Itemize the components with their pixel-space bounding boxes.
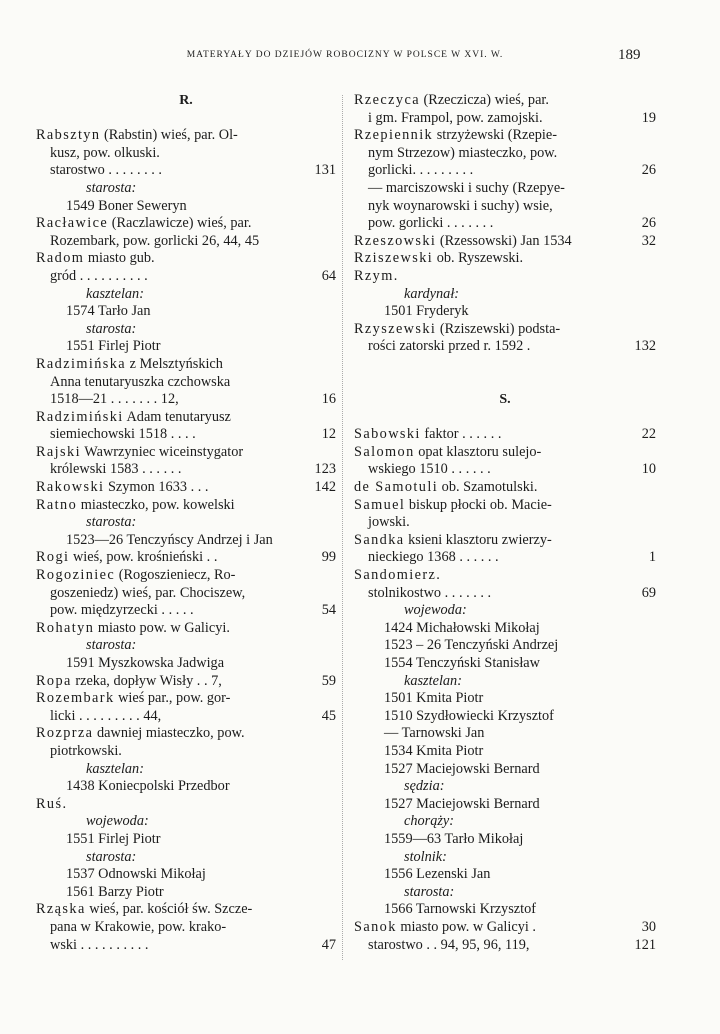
entry-text: — marciszowski i suchy (Rzepye- <box>368 179 565 196</box>
entry-keyword: Rozprza <box>36 725 94 742</box>
index-line <box>354 514 656 532</box>
entry-text: kasztelan: <box>86 285 144 302</box>
index-line <box>354 866 656 884</box>
office-label <box>354 884 656 902</box>
index-line <box>354 655 656 673</box>
running-header: MATERYAŁY DO DZIEJÓW ROBOCIZNY W POLSCE W XVI. W. <box>186 50 504 60</box>
entry-text: 1556 Lezenski Jan <box>384 866 491 883</box>
left-column <box>36 92 336 954</box>
entry-text: pana w Krakowie, pow. krako- <box>50 918 227 935</box>
page-reference: 99 <box>321 549 336 566</box>
index-entry <box>354 479 656 497</box>
entry-text: (Rzessowski) Jan 1534 <box>436 232 572 249</box>
entry-text: stolnikostwo . . . . . . . <box>368 584 492 601</box>
entry-keyword: Ratno <box>36 496 78 513</box>
office-label <box>36 286 336 304</box>
right-column <box>354 92 656 954</box>
entry-text: faktor . . . . . . <box>420 426 502 443</box>
spacer <box>36 110 336 128</box>
entry-text: 1438 Koniecpolski Przedbor <box>66 778 230 795</box>
entry-keyword: Ruś <box>36 795 63 812</box>
entry-keyword: Rabsztyn <box>36 127 101 144</box>
index-entry <box>36 215 336 233</box>
entry-text: 1551 Firlej Piotr <box>66 338 161 355</box>
office-label <box>36 514 336 532</box>
index-line <box>354 637 656 655</box>
entry-text: Szymon 1633 . . . <box>104 479 209 496</box>
index-line <box>36 655 336 673</box>
entry-keyword: Rajski <box>36 443 81 460</box>
entry-keyword: Rohatyn <box>36 619 95 636</box>
page-reference: 1 <box>648 549 656 566</box>
index-entry <box>354 127 656 145</box>
entry-text: . <box>393 267 398 284</box>
index-line <box>36 198 336 216</box>
index-line <box>354 215 656 233</box>
index-line <box>354 110 656 128</box>
entry-text: (Rabstin) wieś, par. Ol- <box>100 127 238 144</box>
entry-keyword: Radzimińska <box>36 355 127 372</box>
index-entry <box>36 250 336 268</box>
entry-text: miasto pow. w Galicyi. <box>94 619 230 636</box>
index-line <box>36 778 336 796</box>
page-reference: 12 <box>321 426 336 443</box>
page-reference: 142 <box>314 479 336 496</box>
entry-text: starostwo . . 94, 95, 96, 119, <box>368 936 530 953</box>
entry-text: starosta: <box>404 883 455 900</box>
index-line <box>354 162 656 180</box>
entry-text: pow. gorlicki . . . . . . . <box>368 215 494 232</box>
entry-text: . <box>436 567 440 584</box>
entry-keyword: Sanok <box>354 918 397 935</box>
entry-text: 1523 – 26 Tenczyński Andrzej <box>384 637 559 654</box>
entry-keyword: Racławice <box>36 215 109 232</box>
entry-text: piotrkowski. <box>50 742 122 759</box>
entry-text: opat klasztoru sulejo- <box>414 443 542 460</box>
index-line <box>354 620 656 638</box>
index-entry <box>354 567 656 585</box>
index-entry <box>36 444 336 462</box>
page-reference: 26 <box>641 215 656 232</box>
index-line <box>36 831 336 849</box>
entry-text: królewski 1583 . . . . . . <box>50 461 182 478</box>
entry-keyword: Rzyszewski <box>354 320 437 337</box>
index-line <box>36 585 336 603</box>
entry-keyword: Samuel <box>354 496 406 513</box>
index-entry <box>354 532 656 550</box>
spacer <box>354 409 656 427</box>
entry-text: nym Strzezow) miasteczko, pow. <box>368 144 558 161</box>
entry-keyword: Rząska <box>36 901 86 918</box>
entry-keyword: Sabowski <box>354 426 421 443</box>
entry-text: biskup płocki ob. Macie- <box>405 496 552 513</box>
index-entry <box>36 549 336 567</box>
index-line <box>36 338 336 356</box>
entry-text: Adam tenutaryusz <box>123 408 231 425</box>
entry-keyword: Rzeszowski <box>354 232 437 249</box>
entry-text: 1566 Tarnowski Krzysztof <box>384 901 537 918</box>
entry-text: ksieni klasztoru zwierzy- <box>404 531 552 548</box>
entry-text: starosta: <box>86 514 137 531</box>
office-label <box>354 286 656 304</box>
entry-text: 1554 Tenczyński Stanisław <box>384 655 540 671</box>
index-line <box>354 761 656 779</box>
office-label <box>36 180 336 198</box>
index-entry <box>36 356 336 374</box>
index-entry <box>354 233 656 251</box>
entry-text: goszeniedz) wieś, par. Chociszew, <box>50 584 246 601</box>
entry-text: pow. międzyrzecki . . . . . <box>50 602 194 619</box>
entry-text: miasto gub. <box>84 250 155 267</box>
entry-keyword: Rzym <box>354 267 394 284</box>
entry-text: wieś, pow. krośnieński . . <box>69 549 218 566</box>
page-reference: 30 <box>641 918 656 935</box>
page-reference: 19 <box>641 109 656 126</box>
index-line <box>354 549 656 567</box>
entry-text: i gm. Frampol, pow. zamojski. <box>368 109 543 126</box>
index-entry <box>354 497 656 515</box>
index-line <box>354 585 656 603</box>
index-entry <box>354 268 656 286</box>
index-entry <box>354 919 656 937</box>
spacer <box>354 356 656 374</box>
index-entry <box>36 479 336 497</box>
entry-text: (Raczlawicze) wieś, par. <box>108 215 252 232</box>
index-line <box>36 708 336 726</box>
page-reference: 26 <box>641 162 656 179</box>
index-line <box>354 708 656 726</box>
entry-keyword: Radzimiński <box>36 408 124 425</box>
page-reference: 132 <box>634 338 656 355</box>
page-reference: 59 <box>321 672 336 689</box>
entry-keyword: Rzeczyca <box>354 92 420 108</box>
index-entry <box>36 796 336 814</box>
entry-text: 1527 Maciejowski Bernard <box>384 760 540 777</box>
index-line <box>36 391 336 409</box>
office-label <box>36 761 336 779</box>
office-label <box>36 849 336 867</box>
entry-text: nieckiego 1368 . . . . . . <box>368 549 499 566</box>
office-label <box>36 321 336 339</box>
index-line <box>354 725 656 743</box>
index-entry <box>354 426 656 444</box>
entry-text: miasteczko, pow. kowelski <box>77 496 235 513</box>
page-reference: 16 <box>321 391 336 408</box>
entry-text: (Rzeczicza) wieś, par. <box>419 92 549 108</box>
index-line <box>36 532 336 550</box>
index-line <box>354 831 656 849</box>
office-label <box>354 602 656 620</box>
index-line <box>354 198 656 216</box>
index-line <box>354 901 656 919</box>
index-entry <box>36 620 336 638</box>
page-reference: 45 <box>321 707 336 724</box>
entry-keyword: Rziszewski <box>354 250 434 267</box>
section-heading: R. <box>179 93 193 108</box>
entry-text: wieś, par. kościół św. Szcze- <box>85 901 253 918</box>
entry-text: 1537 Odnowski Mikołaj <box>66 866 206 883</box>
entry-keyword: Sandka <box>354 531 405 548</box>
entry-text: 1549 Boner Seweryn <box>66 197 187 214</box>
entry-keyword: Sandomierz <box>354 567 437 584</box>
entry-text: starostwo . . . . . . . . <box>50 162 162 179</box>
entry-text: Anna tenutaryuszka czchowska <box>50 373 231 390</box>
entry-text: wojewoda: <box>404 602 467 619</box>
entry-text: 1510 Szydłowiecki Krzysztof <box>384 707 554 724</box>
entry-text: chorąży: <box>404 813 455 830</box>
index-line <box>36 233 336 251</box>
index-entry <box>36 127 336 145</box>
page-reference: 10 <box>641 461 656 478</box>
index-entry <box>36 725 336 743</box>
entry-keyword: Radom <box>36 250 85 267</box>
index-line <box>354 937 656 955</box>
entry-text: starosta: <box>86 320 137 337</box>
entry-text: 1561 Barzy Piotr <box>66 883 164 900</box>
entry-text: 1559—63 Tarło Mikołaj <box>384 830 524 847</box>
office-label <box>36 813 336 831</box>
index-line <box>36 426 336 444</box>
index-line <box>36 743 336 761</box>
entry-text: stolnik: <box>404 848 447 865</box>
spacer <box>354 374 656 392</box>
page-reference: 22 <box>641 426 656 443</box>
entry-keyword: de Samotuli <box>354 479 439 496</box>
entry-text: jowski. <box>368 514 410 531</box>
index-line <box>36 461 336 479</box>
entry-text: 1527 Maciejowski Bernard <box>384 795 540 812</box>
index-line <box>36 145 336 163</box>
entry-keyword: Rzepiennik <box>354 127 434 144</box>
entry-text: Wawrzyniec wiceinstygator <box>80 443 244 460</box>
index-entry <box>354 250 656 268</box>
index-entry <box>354 92 656 110</box>
entry-text: licki . . . . . . . . . 44, <box>50 707 162 724</box>
index-entry <box>36 567 336 585</box>
entry-text: kasztelan: <box>404 672 462 689</box>
index-line <box>354 796 656 814</box>
index-line <box>354 743 656 761</box>
column-divider <box>342 95 343 960</box>
office-label <box>354 849 656 867</box>
index-line <box>354 145 656 163</box>
entry-text: Rozembark, pow. gorlicki 26, 44, 45 <box>50 232 260 249</box>
office-label <box>354 778 656 796</box>
entry-text: 1501 Fryderyk <box>384 303 469 320</box>
index-line <box>36 303 336 321</box>
page-reference: 123 <box>314 461 336 478</box>
index-entry <box>354 321 656 339</box>
index-line <box>36 374 336 392</box>
entry-text: rości zatorski przed r. 1592 . <box>368 338 531 355</box>
entry-text: strzyżewski (Rzepie- <box>433 127 557 144</box>
page-reference: 32 <box>641 232 656 249</box>
entry-text: gorlicki. . . . . . . . . <box>368 162 474 179</box>
index-line <box>354 338 656 356</box>
entry-keyword: Rakowski <box>36 479 105 496</box>
entry-keyword: Rogoziniec <box>36 567 116 584</box>
entry-text: 1518—21 . . . . . . . 12, <box>50 391 179 408</box>
entry-keyword: Salomon <box>354 443 415 460</box>
entry-text: (Rziszewski) podsta- <box>436 320 561 337</box>
entry-text: 1591 Myszkowska Jadwiga <box>66 655 225 671</box>
index-line <box>36 268 336 286</box>
entry-text: starosta: <box>86 637 137 654</box>
entry-text: z Melsztyńskich <box>126 355 223 372</box>
entry-text: wieś par., pow. gor- <box>114 690 231 707</box>
entry-text: miasto pow. w Galicyi . <box>396 918 536 935</box>
page-reference: 47 <box>321 936 336 953</box>
office-label <box>354 813 656 831</box>
page-number: 189 <box>618 47 641 63</box>
index-line <box>354 180 656 198</box>
entry-text: kasztelan: <box>86 760 144 777</box>
entry-text: rzeka, dopływ Wisły . . 7, <box>71 672 222 689</box>
page-reference: 54 <box>321 602 336 619</box>
entry-keyword: Rozembark <box>36 690 115 707</box>
entry-text: sędzia: <box>404 778 445 795</box>
index-line <box>354 461 656 479</box>
index-line <box>36 162 336 180</box>
entry-text: starosta: <box>86 848 137 865</box>
entry-text: starosta: <box>86 179 137 196</box>
entry-text: ob. Ryszewski. <box>433 250 524 267</box>
entry-text: 1534 Kmita Piotr <box>384 742 484 759</box>
office-label <box>354 673 656 691</box>
entry-text: . <box>62 795 67 812</box>
entry-text: 1523—26 Tenczyńscy Andrzej i Jan <box>66 531 273 548</box>
index-line <box>354 690 656 708</box>
index-entry <box>36 690 336 708</box>
index-entry <box>36 673 336 691</box>
index-line <box>36 937 336 955</box>
entry-text: kardynał: <box>404 285 460 302</box>
page-reference: 64 <box>321 267 336 284</box>
page-reference: 131 <box>314 162 336 179</box>
entry-text: wski . . . . . . . . . . <box>50 936 149 953</box>
entry-text: wskiego 1510 . . . . . . <box>368 461 491 478</box>
entry-text: 1574 Tarło Jan <box>66 303 151 320</box>
section-heading: S. <box>499 392 511 408</box>
entry-text: wojewoda: <box>86 813 149 830</box>
entry-keyword: Ropa <box>36 672 72 689</box>
entry-text: 1551 Firlej Piotr <box>66 830 161 847</box>
entry-text: siemiechowski 1518 . . . . <box>50 426 196 443</box>
index-entry <box>36 409 336 427</box>
entry-text: kusz, pow. olkuski. <box>50 144 160 161</box>
entry-text: — Tarnowski Jan <box>384 725 485 742</box>
entry-text: 1424 Michałowski Mikołaj <box>384 619 540 636</box>
index-line <box>36 866 336 884</box>
entry-text: dawniej miasteczko, pow. <box>93 725 245 742</box>
entry-text: nyk woynarowski i suchy) wsie, <box>368 197 553 214</box>
index-line <box>36 602 336 620</box>
entry-keyword: Rogi <box>36 549 70 566</box>
page-reference: 121 <box>634 936 656 953</box>
index-line <box>36 884 336 902</box>
index-entry <box>354 444 656 462</box>
index-entry <box>36 901 336 919</box>
index-line <box>354 303 656 321</box>
office-label <box>36 637 336 655</box>
entry-text: (Rogoszieniecz, Ro- <box>115 567 236 584</box>
index-line <box>36 919 336 937</box>
index-entry <box>36 497 336 515</box>
entry-text: 1501 Kmita Piotr <box>384 690 484 707</box>
page-reference: 69 <box>641 584 656 601</box>
entry-text: gród . . . . . . . . . . <box>50 267 148 284</box>
entry-text: ob. Szamotulski. <box>438 479 538 496</box>
